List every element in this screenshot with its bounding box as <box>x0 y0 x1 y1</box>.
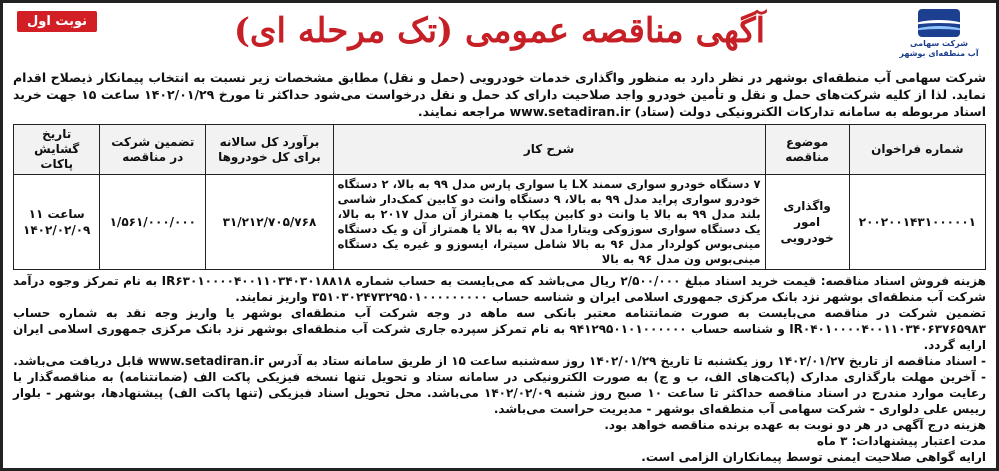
opening-time: ساعت ۱۱ <box>28 207 85 221</box>
ad-cost-paragraph: هزینه درج آگهی در هر دو نوبت به عهده برنده مناقصه خواهد بود. <box>604 418 986 432</box>
company-logo <box>894 9 984 59</box>
validity-paragraph: مدت اعتبار پیشنهادات: ۳ ماه <box>816 434 986 448</box>
cell-guarantee: ۱/۵۶۱/۰۰۰/۰۰۰ <box>100 175 206 270</box>
cell-call-number: ۲۰۰۲۰۰۱۴۳۱۰۰۰۰۰۱ <box>849 175 985 270</box>
table-header-row <box>14 125 986 175</box>
document-fee-paragraph: هزینه فروش اسناد مناقصه: قیمت خرید اسناد مبلغ ۲/۵۰۰/۰۰۰ ریال می‌باشد که می‌بایست به حساب شماره IR۶۳۰۱۰۰۰۰۴۰۰۱۱۰۳۴۰۳۰۱۸۸۱۸ به نام تمرکز وجوه درآمد شرکت آب منطقه‌ای بوشهر نزد بانک مرکزی جمهوری اسلامی ایران و شناسه حساب ۳۵۱۰۳۰۲۴۷۳۲۹۵۰۱۰۰۰۰۰۰۰۰۰ واریز نمایند. <box>13 274 986 304</box>
header-guarantee: تضمین شرکت در مناقصه <box>100 125 206 175</box>
tender-table <box>13 124 986 270</box>
safety-certificate-paragraph: ارایه گواهی صلاحیت ایمنی توسط پیمانکاران الزامی است. <box>641 450 986 464</box>
water-company-logo-icon <box>918 9 960 37</box>
header-description: شرح کار <box>333 125 765 175</box>
intro-paragraph: شرکت سهامی آب منطقه‌ای بوشهر در نظر دارد به منظور واگذاری خدمات خودرویی (حمل و نقل) مطابق مشخصات زیر نسبت به انتخاب پیمانکار ذیصلاح اقدام نماید. لذا از کلیه شرکت‌های حمل و نقل و تأمین خودرو واجد صلاحیت دارای کد حمل و نقل درخواست می‌شود حداکثر تا مورخ ۱۴۰۲/۰۱/۲۹ ساعت ۱۵ جهت خرید اسناد مربوطه به سامانه تدارکات الکترونیکی دولت (ستاد) www.setadiran.ir مراجعه نمایند. <box>13 70 986 119</box>
logo-text-line2: آب منطقه‌ای بوشهر <box>899 49 979 58</box>
cell-estimate: ۳۱/۲۱۲/۷۰۵/۷۶۸ <box>206 175 333 270</box>
opening-date: ۱۴۰۲/۰۲/۰۹ <box>23 223 91 237</box>
cell-subject: واگذاری امور خودرویی <box>765 175 849 270</box>
cell-description: ۷ دستگاه خودرو سواری سمند LX یا سواری پارس مدل ۹۹ به بالا، ۲ دستگاه خودرو سواری پراید مدل ۹۹ به بالا، ۹ دستگاه وانت دو کابین کمک‌دار شاسی بلند مدل ۹۹ به بالا یا وانت دو کابین پیکاپ یا همتراز آن مدل ۲۰۱۷ به بالا، یک دستگاه سواری سوزوکی ویتارا مدل ۹۷ به بالا یا همتراز آن و یک دستگاه مینی‌بوس کولردار مدل ۹۶ به بالا شامل سیترا، ایسوزو و غیره یک دستگاه مینی‌بوس ون مدل ۹۶ به بالا <box>333 175 765 270</box>
logo-text-line1: شرکت سهامی <box>910 39 968 48</box>
document-availability-paragraph: - اسناد مناقصه از تاریخ ۱۴۰۲/۰۱/۲۷ روز یکشنبه تا تاریخ ۱۴۰۲/۰۱/۲۹ روز سه‌شنبه ساعت ۱۵ از طریق سامانه ستاد به آدرس www.setadiran.ir قابل دریافت می‌باشد. <box>13 354 986 368</box>
deadline-paragraph: - آخرین مهلت بارگذاری مدارک (پاکت‌های الف، ب و ج) به صورت الکترونیکی در سامانه ستاد و تحویل تنها نسخه فیزیکی پاکت الف (ضمانتنامه) به مناقصه‌گذار با رعایت موارد مندرج در اسناد مناقصه حداکثر تا ساعت ۱۰ صبح روز شنبه ۱۴۰۲/۰۲/۰۹ می‌باشد. محل تحویل اسناد فیزیکی (تنها پاکت الف) پیشنهادها، بوشهر - بلوار رییس علی دلواری - شرکت سهامی آب منطقه‌ای بوشهر - مدیریت حراست می‌باشد. <box>13 370 986 416</box>
header-subject: موضوع مناقصه <box>765 125 849 175</box>
header-opening: تاریخ گشایش پاکات <box>14 125 100 175</box>
notice-title: آگهی مناقصه عمومی (تک مرحله ای) <box>233 11 766 51</box>
cell-opening <box>14 175 100 270</box>
header-estimate: برآورد کل سالانه برای کل خودروها <box>206 125 333 175</box>
notice-header <box>13 9 986 67</box>
guarantee-paragraph: تضمین شرکت در مناقصه می‌بایست به صورت ضمانتنامه معتبر بانکی سه ماهه در وجه شرکت آب منطقه‌ای بوشهر یا واریز وجه نقد به شماره حساب IR۰۴۰۱۰۰۰۰۴۰۰۱۱۰۳۴۰۶۳۷۶۵۹۸۳ و شناسه حساب ۹۴۱۲۹۵۰۱۰۱۰۰۰۰۰۰ به نام تمرکز سپرده جاری شرکت آب منطقه‌ای بوشهر نزد بانک مرکزی جمهوری اسلامی ایران ارایه گردد. <box>13 306 986 352</box>
header-call-number: شماره فراخوان <box>849 125 985 175</box>
round-badge: نوبت اول <box>17 11 97 32</box>
table-row <box>14 175 986 270</box>
notice-body <box>13 273 986 465</box>
